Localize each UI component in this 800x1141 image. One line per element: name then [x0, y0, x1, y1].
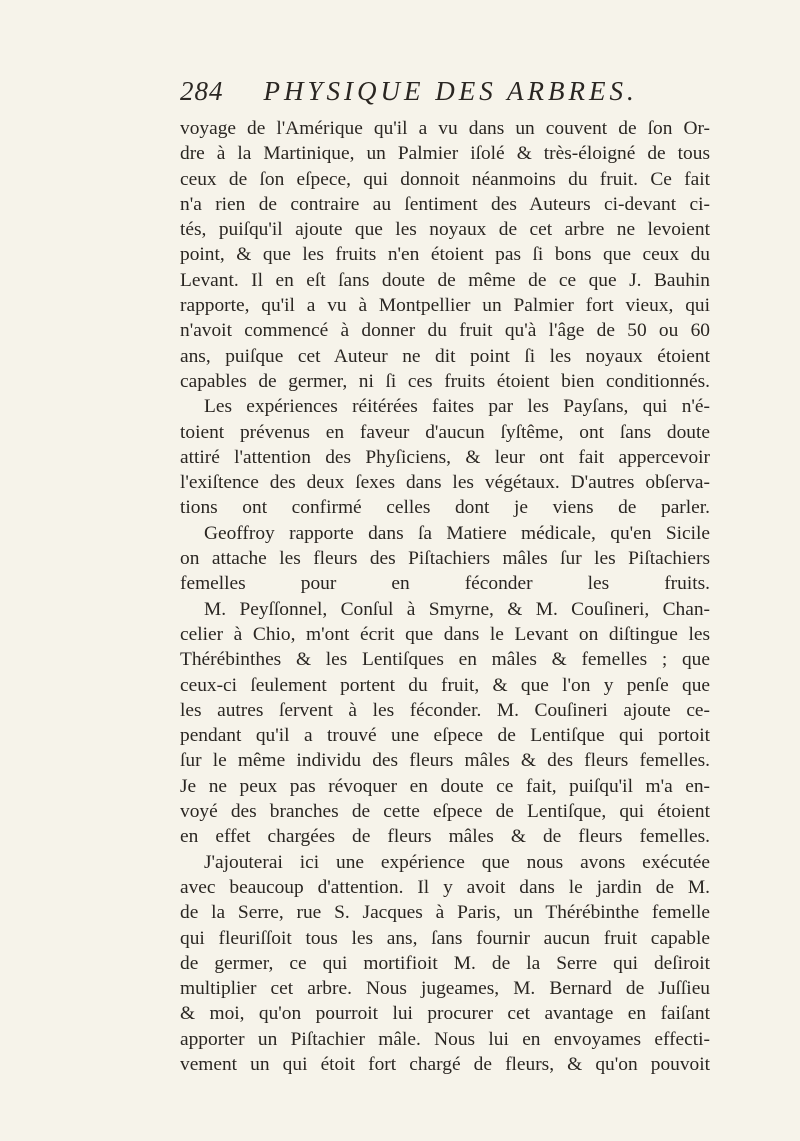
text-line: Thérébinthes & les Lentiſques en mâles & femelles ; que [180, 649, 710, 671]
text-line: multiplier cet arbre. Nous jugeames, M. Bernard de Juſſieu [180, 978, 710, 1000]
text-line: avec beaucoup d'attention. Il y avoit dans le jardin de M. [180, 876, 710, 898]
text-line: n'avoit commencé à donner du fruit qu'à l'âge de 50 ou 60 [180, 320, 710, 342]
text-line: capables de germer, ni ſi ces fruits étoient bien conditionnés. [180, 370, 710, 392]
text-line: ceux-ci ſeulement portent du fruit, & que l'on y penſe que [180, 674, 710, 696]
text-line: ans, puiſque cet Auteur ne dit point ſi les noyaux étoient [180, 345, 710, 367]
text-line: de germer, ce qui mortifioit M. de la Serre qui deſiroit [180, 952, 710, 974]
text-line: femelles pour en féconder les fruits. [180, 573, 710, 595]
text-line: & moi, qu'on pourroit lui procurer cet avantage en faiſant [180, 1003, 710, 1025]
body-text [180, 116, 710, 1077]
text-line: point, & que les fruits n'en étoient pas ſi bons que ceux du [180, 244, 710, 266]
text-line: pendant qu'il a trouvé une eſpece de Lentiſque qui portoit [180, 725, 710, 747]
text-line: M. Peyſſonnel, Conſul à Smyrne, & M. Couſineri, Chan- [204, 598, 710, 620]
text-line: ceux de ſon eſpece, qui donnoit néanmoins du fruit. Ce fait [180, 168, 710, 190]
text-line: l'exiſtence des deux ſexes dans les végétaux. D'autres obſerva- [180, 472, 710, 494]
text-line: tés, puiſqu'il ajoute que les noyaux de cet arbre ne levoient [180, 219, 710, 241]
text-line: Geoffroy rapporte dans ſa Matiere médicale, qu'en Sicile [204, 522, 710, 544]
running-title: PHYSIQUE DES ARBRES. [263, 76, 638, 106]
text-line: tions ont confirmé celles dont je viens de parler. [180, 497, 710, 519]
text-line: de la Serre, rue S. Jacques à Paris, un Thérébinthe femelle [180, 902, 710, 924]
text-line: n'a rien de contraire au ſentiment des Auteurs ci-devant ci- [180, 193, 710, 215]
text-line: en effet chargées de fleurs mâles & de fleurs femelles. [180, 826, 710, 848]
running-head [180, 76, 700, 116]
text-line: on attache les fleurs des Piſtachiers mâles ſur les Piſtachiers [180, 548, 710, 570]
text-line: attiré l'attention des Phyſiciens, & leur ont fait appercevoir [180, 446, 710, 468]
text-line: Levant. Il en eſt ſans doute de même de ce que J. Bauhin [180, 269, 710, 291]
text-line: J'ajouterai ici une expérience que nous avons exécutée [204, 851, 710, 873]
text-line: rapporte, qu'il a vu à Montpellier un Palmier fort vieux, qui [180, 295, 710, 317]
text-line: toient prévenus en faveur d'aucun ſyſtême, ont ſans doute [180, 421, 710, 443]
text-line: apporter un Piſtachier mâle. Nous lui en envoyames effecti- [180, 1028, 710, 1050]
text-line: voyé des branches de cette eſpece de Lentiſque, qui étoient [180, 801, 710, 823]
text-line: Je ne peux pas révoquer en doute ce fait, puiſqu'il m'a en- [180, 775, 710, 797]
text-line: ſur le même individu des fleurs mâles & des fleurs femelles. [180, 750, 710, 772]
text-line: vement un qui étoit fort chargé de fleurs, & qu'on pouvoit [180, 1053, 710, 1075]
text-line: les autres ſervent à les féconder. M. Couſineri ajoute ce- [180, 699, 710, 721]
text-line: voyage de l'Amérique qu'il a vu dans un couvent de ſon Or- [180, 118, 710, 139]
text-line: qui fleuriſſoit tous les ans, ſans fournir aucun fruit capable [180, 927, 710, 949]
text-line: celier à Chio, m'ont écrit que dans le Levant on diſtingue les [180, 623, 710, 645]
text-line: dre à la Martinique, un Palmier iſolé & très-éloigné de tous [180, 143, 710, 165]
page-number: 284 [180, 76, 224, 106]
text-line: Les expériences réitérées faites par les Payſans, qui n'é- [204, 396, 710, 418]
